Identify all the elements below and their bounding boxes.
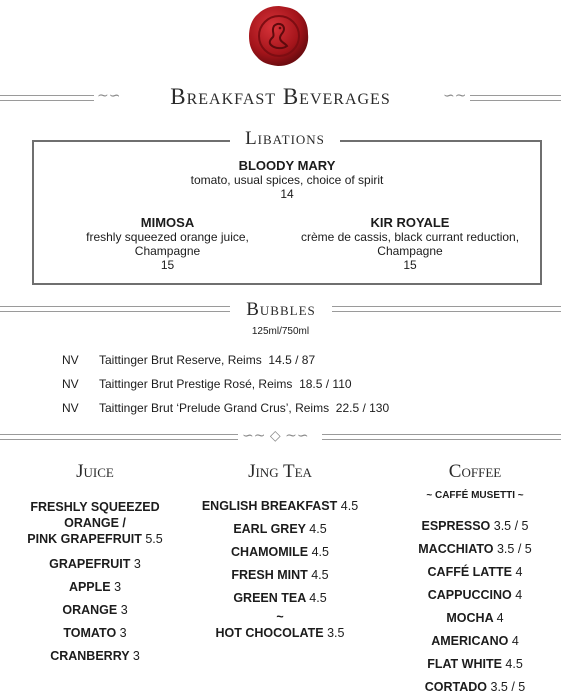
list-item: EARL GREY 4.5 — [233, 522, 327, 536]
libations-heading: Libations — [230, 128, 340, 150]
list-item: APPLE 3 — [68, 580, 122, 594]
item-desc: Champagne — [134, 244, 201, 258]
page-title: Breakfast Beverages — [170, 84, 391, 109]
item-name: KIR ROYALE — [370, 215, 450, 230]
list-item: ~ — [276, 610, 284, 624]
list-item: ORANGE / — [64, 516, 126, 530]
list-item: ESPRESSO 3.5 / 5 — [421, 519, 529, 533]
bubbles-heading: Bubbles — [246, 299, 316, 320]
vintage: NV — [62, 401, 79, 415]
item-name: BLOODY MARY — [238, 158, 336, 173]
wax-seal-logo — [247, 4, 311, 68]
list-item: CHAMOMILE 4.5 — [231, 545, 329, 559]
wine-name: Taittinger Brut Reserve, Reims — [99, 353, 262, 367]
juice-heading: Juice — [76, 461, 114, 482]
mimosa-item — [60, 215, 275, 272]
list-item: ORANGE 3 — [62, 603, 128, 617]
wine-price: 18.5 / 110 — [299, 377, 352, 391]
coffee-heading: Coffee — [448, 461, 502, 482]
bubbles-row — [62, 377, 79, 391]
bubbles-row-name — [99, 377, 352, 391]
divider-rule-left — [0, 434, 238, 440]
list-item: HOT CHOCOLATE 3.5 — [215, 626, 345, 640]
list-item: CORTADO 3.5 / 5 — [424, 680, 526, 694]
tea-list — [195, 495, 365, 642]
bubbles-row — [62, 353, 79, 367]
wine-name: Taittinger Brut Prestige Rosé, Reims — [99, 377, 293, 391]
wine-price: 22.5 / 130 — [335, 401, 390, 415]
list-item: CAFFÉ LATTE 4 — [427, 565, 523, 579]
vintage: NV — [62, 377, 79, 391]
item-price: 15 — [403, 258, 417, 272]
list-item: GREEN TEA 4.5 — [233, 591, 327, 605]
list-item: CRANBERRY 3 — [50, 649, 140, 663]
wine-name: Taittinger Brut ‘Prelude Grand Crus’, Reims — [99, 401, 330, 415]
bubbles-row — [62, 401, 79, 415]
divider-rule-right — [322, 434, 561, 440]
list-item: TOMATO 3 — [63, 626, 127, 640]
item-desc: Champagne — [377, 244, 443, 258]
list-item: PINK GRAPEFRUIT 5.5 — [27, 532, 163, 546]
list-item: FRESH MINT 4.5 — [231, 568, 329, 582]
wine-price: 14.5 / 87 — [268, 353, 316, 367]
list-item: CAPPUCCINO 4 — [427, 588, 523, 602]
list-item: FLAT WHITE 4.5 — [427, 657, 523, 671]
bubbles-rule-left — [0, 306, 230, 312]
item-desc: freshly squeezed orange juice, — [86, 230, 249, 244]
bloody-mary-item — [32, 158, 542, 201]
bubbles-row-name — [99, 353, 315, 367]
list-item: GRAPEFRUIT 3 — [49, 557, 141, 571]
bubbles-sizes: 125ml/750ml — [251, 326, 310, 337]
list-item: ENGLISH BREAKFAST 4.5 — [201, 499, 359, 513]
list-item: MACCHIATO 3.5 / 5 — [418, 542, 532, 556]
coffee-list — [390, 515, 560, 699]
tea-heading: Jing Tea — [248, 461, 312, 482]
item-price: 15 — [160, 258, 175, 272]
item-price: 14 — [280, 187, 294, 201]
list-item: MOCHA 4 — [446, 611, 504, 625]
flourish-right: ∽~ — [443, 88, 467, 104]
kir-royale-item — [290, 215, 530, 272]
vintage: NV — [62, 353, 79, 367]
coffee-subheading: ~ CAFFÉ MUSETTI ~ — [426, 490, 524, 501]
bubbles-rule-right — [332, 306, 561, 312]
item-desc: tomato, usual spices, choice of spirit — [190, 173, 384, 187]
list-item: AMERICANO 4 — [431, 634, 519, 648]
item-name: MIMOSA — [140, 215, 195, 230]
divider-flourish: ∽~ ◇ ~∽ — [242, 428, 309, 444]
item-desc: crème de cassis, black currant reduction, — [300, 230, 520, 244]
list-item: FRESHLY SQUEEZED — [30, 500, 160, 514]
bubbles-row-name — [99, 401, 389, 415]
juice-list — [10, 499, 180, 668]
flourish-left: ~∽ — [97, 88, 121, 104]
